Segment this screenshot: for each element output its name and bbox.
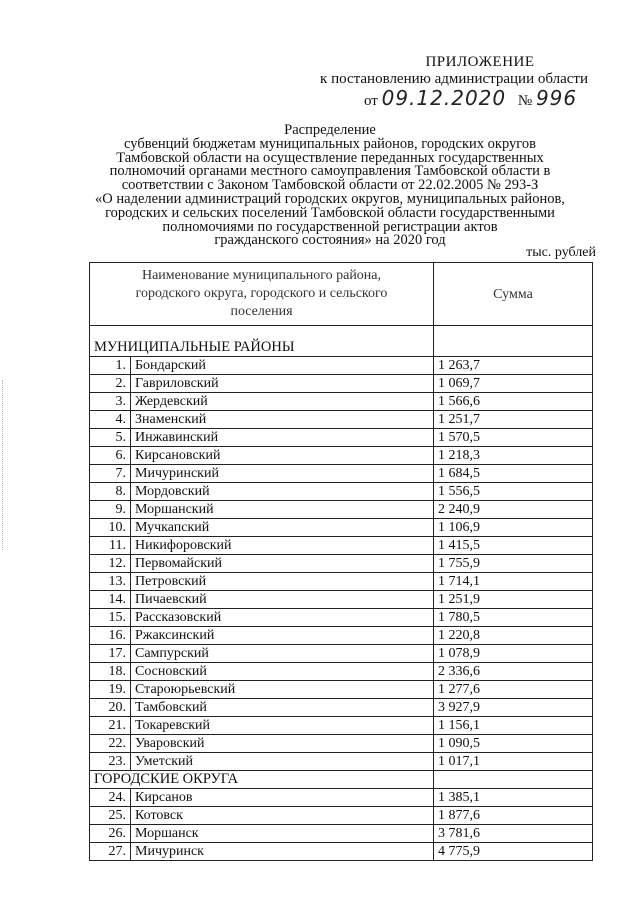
row-name: Тамбовский	[131, 699, 434, 717]
table-row	[90, 357, 593, 375]
row-number: 23.	[90, 753, 131, 771]
row-name: Петровский	[131, 573, 434, 591]
row-name: Мичуринск	[131, 843, 434, 861]
table-section-row	[90, 326, 593, 357]
section-empty-cell	[434, 326, 593, 357]
table-row	[90, 717, 593, 735]
heading-line: Распределение	[284, 122, 376, 138]
header-sum-cell: Сумма	[434, 263, 593, 326]
table-row	[90, 681, 593, 699]
table-row	[90, 663, 593, 681]
row-number: 22.	[90, 735, 131, 753]
table-row	[90, 807, 593, 825]
row-number: 12.	[90, 555, 131, 573]
row-sum: 1 877,6	[434, 807, 593, 825]
table-row	[90, 447, 593, 465]
row-sum: 3 781,6	[434, 825, 593, 843]
table-row	[90, 627, 593, 645]
row-number: 6.	[90, 447, 131, 465]
row-number: 11.	[90, 537, 131, 555]
appendix-title: ПРИЛОЖЕНИЕ	[425, 54, 535, 70]
row-name: Токаревский	[131, 717, 434, 735]
row-number: 20.	[90, 699, 131, 717]
table-row	[90, 789, 593, 807]
table-row	[90, 519, 593, 537]
table-row	[90, 753, 593, 771]
table-row	[90, 429, 593, 447]
row-number: 17.	[90, 645, 131, 663]
table-row	[90, 501, 593, 519]
row-number: 9.	[90, 501, 131, 519]
row-sum: 1 090,5	[434, 735, 593, 753]
row-sum: 1 017,1	[434, 753, 593, 771]
header-name-line: Наименование муниципального района,	[141, 268, 382, 283]
row-sum: 1 106,9	[434, 519, 593, 537]
handwritten-number: 996	[535, 86, 578, 110]
row-number: 3.	[90, 393, 131, 411]
row-name: Кирсановский	[131, 447, 434, 465]
row-sum: 1 251,7	[434, 411, 593, 429]
row-number: 2.	[90, 375, 131, 393]
heading-line: полномочий органами местного самоуправления Тамбовской области в	[109, 163, 551, 180]
section-title: МУНИЦИПАЛЬНЫЕ РАЙОНЫ	[90, 326, 434, 357]
row-name: Уметский	[131, 753, 434, 771]
handwritten-date: 09.12.2020	[381, 86, 507, 110]
row-sum: 2 240,9	[434, 501, 593, 519]
appendix-dateline	[300, 86, 600, 110]
row-number: 14.	[90, 591, 131, 609]
row-number: 21.	[90, 717, 131, 735]
row-name: Ржаксинский	[131, 627, 434, 645]
heading-line: гражданского состояния» на 2020 год	[214, 232, 446, 249]
table-row	[90, 735, 593, 753]
row-number: 1.	[90, 357, 131, 375]
row-name: Пичаевский	[131, 591, 434, 609]
row-sum: 1 078,9	[434, 645, 593, 663]
row-sum: 1 277,6	[434, 681, 593, 699]
row-number: 15.	[90, 609, 131, 627]
table-row	[90, 555, 593, 573]
table-row	[90, 699, 593, 717]
table-row	[90, 465, 593, 483]
row-sum: 2 336,6	[434, 663, 593, 681]
row-name: Сосновский	[131, 663, 434, 681]
row-sum: 1 684,5	[434, 465, 593, 483]
row-name: Мучкапский	[131, 519, 434, 537]
row-number: 26.	[90, 825, 131, 843]
row-name: Сампурский	[131, 645, 434, 663]
table-row	[90, 483, 593, 501]
row-name: Уваровский	[131, 735, 434, 753]
row-number: 4.	[90, 411, 131, 429]
row-sum: 1 755,9	[434, 555, 593, 573]
row-sum: 1 263,7	[434, 357, 593, 375]
date-prefix: от	[364, 93, 378, 109]
header-name-line: поселения	[230, 304, 293, 319]
row-number: 7.	[90, 465, 131, 483]
heading-line: Тамбовской области на осуществление переданных государственных	[116, 149, 544, 166]
number-sign: №	[517, 93, 533, 109]
row-sum: 1 556,5	[434, 483, 593, 501]
row-name: Знаменский	[131, 411, 434, 429]
row-name: Никифоровский	[131, 537, 434, 555]
table-row	[90, 411, 593, 429]
table-row	[90, 573, 593, 591]
subsidy-table	[89, 262, 593, 861]
heading-line: субвенций бюджетам муниципальных районов, городских округов	[124, 135, 536, 152]
table-row	[90, 825, 593, 843]
row-name: Первомайский	[131, 555, 434, 573]
table-header-row	[90, 263, 593, 326]
row-sum: 1 156,1	[434, 717, 593, 735]
heading-line: соответствии с Законом Тамбовской области от 22.02.2005 № 293-З	[121, 177, 539, 194]
appendix-block	[300, 54, 600, 110]
row-name: Инжавинский	[131, 429, 434, 447]
row-number: 10.	[90, 519, 131, 537]
row-sum: 3 927,9	[434, 699, 593, 717]
row-sum: 1 220,8	[434, 627, 593, 645]
row-name: Мордовский	[131, 483, 434, 501]
row-number: 18.	[90, 663, 131, 681]
row-name: Моршанский	[131, 501, 434, 519]
header-name-line: городского округа, городского и сельского	[135, 286, 388, 301]
section-empty-cell	[434, 771, 593, 789]
scan-margin-artifact	[2, 380, 9, 550]
row-number: 5.	[90, 429, 131, 447]
row-name: Котовск	[131, 807, 434, 825]
heading-line: «О наделении администраций городских округов, муниципальных районов,	[95, 190, 565, 207]
heading-line: полномочиями по государственной регистрации актов	[162, 218, 498, 235]
table-row	[90, 537, 593, 555]
table-row	[90, 591, 593, 609]
units-label: тыс. рублей	[526, 245, 596, 260]
row-sum: 1 218,3	[434, 447, 593, 465]
heading-line: городских и сельских поселений Тамбовской области государственными	[105, 204, 555, 221]
document-heading	[80, 124, 580, 248]
row-number: 13.	[90, 573, 131, 591]
row-number: 25.	[90, 807, 131, 825]
row-name: Рассказовский	[131, 609, 434, 627]
row-name: Гавриловский	[131, 375, 434, 393]
header-name-cell	[90, 263, 434, 326]
row-sum: 1 069,7	[434, 375, 593, 393]
appendix-subtitle: к постановлению администрации области	[320, 71, 588, 87]
row-number: 24.	[90, 789, 131, 807]
row-sum: 4 775,9	[434, 843, 593, 861]
row-name: Моршанск	[131, 825, 434, 843]
row-sum: 1 780,5	[434, 609, 593, 627]
row-name: Мичуринский	[131, 465, 434, 483]
table-row	[90, 609, 593, 627]
row-sum: 1 570,5	[434, 429, 593, 447]
row-number: 8.	[90, 483, 131, 501]
row-sum: 1 385,1	[434, 789, 593, 807]
row-sum: 1 714,1	[434, 573, 593, 591]
table-row	[90, 645, 593, 663]
row-sum: 1 251,9	[434, 591, 593, 609]
row-name: Бондарский	[131, 357, 434, 375]
table-row	[90, 393, 593, 411]
table-section-row	[90, 771, 593, 789]
table-row	[90, 375, 593, 393]
row-number: 27.	[90, 843, 131, 861]
row-name: Староюрьевский	[131, 681, 434, 699]
row-sum: 1 566,6	[434, 393, 593, 411]
row-name: Кирсанов	[131, 789, 434, 807]
row-name: Жердевский	[131, 393, 434, 411]
table-row	[90, 843, 593, 861]
row-number: 16.	[90, 627, 131, 645]
row-sum: 1 415,5	[434, 537, 593, 555]
section-title: ГОРОДСКИЕ ОКРУГА	[90, 771, 434, 789]
row-number: 19.	[90, 681, 131, 699]
